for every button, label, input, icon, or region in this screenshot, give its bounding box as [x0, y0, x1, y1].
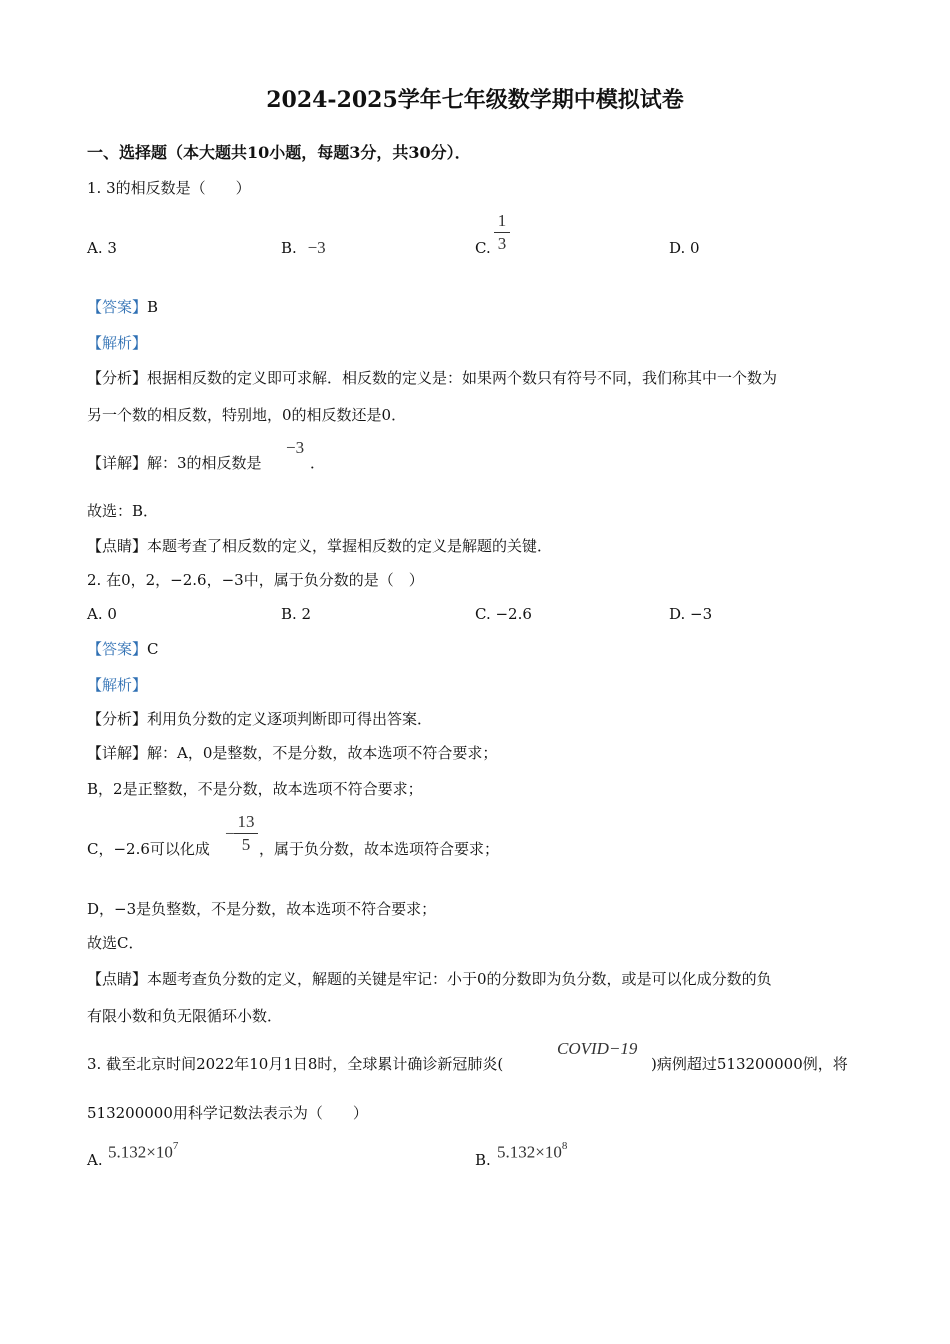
q3-stem-line2: 513200000用科学记数法表示为（ ） [87, 1104, 368, 1122]
q2-option-d: D. −3 [669, 605, 713, 623]
q1-detail-text: 解：3的相反数是 [147, 454, 262, 472]
q1-fenxi-tag: 【分析】 [87, 369, 148, 387]
q2-detail-c-minus: − [225, 824, 235, 843]
q2-detail-c-pre: C，−2.6可以化成 [87, 840, 210, 858]
q2-answer-value: C [147, 640, 159, 658]
q3-stem-post: )病例超过513200000例，将 [651, 1055, 848, 1073]
q2-analysis-tag: 【解析】 [87, 676, 148, 694]
q2-stem: 2. 在0，2，−2.6，−3中，属于负分数的是（ ） [87, 571, 424, 589]
q1-option-c-denominator: 3 [497, 234, 507, 253]
q2-detail-b: B，2是正整数，不是分数，故本选项不符合要求； [87, 780, 423, 798]
q1-fenxi-line1 [87, 368, 777, 388]
q1-fenxi-line2: 另一个数的相反数，特别地，0的相反数还是0． [87, 406, 407, 424]
q2-detail-c-post: ，属于负分数，故本选项符合要求； [259, 840, 500, 858]
q2-answer-tag: 【答案】 [87, 640, 148, 658]
q2-fenxi-tag: 【分析】 [87, 710, 148, 728]
q3-stem-pre: 3. 截至北京时间2022年10月1日8时，全球累计确诊新冠肺炎( [87, 1055, 504, 1073]
q2-detail-c-numerator: 13 [237, 812, 255, 831]
q1-detail-tag: 【详解】 [87, 454, 148, 472]
q1-stem: 1. 3的相反数是（ ） [87, 179, 251, 197]
q2-option-a: A. 0 [87, 605, 117, 623]
q2-comment-line2: 有限小数和负无限循环小数． [87, 1007, 283, 1025]
q1-comment-tag: 【点睛】 [87, 537, 148, 555]
q1-comment-text: 本题考查了相反数的定义，掌握相反数的定义是解题的关键． [147, 537, 553, 555]
q2-comment-tag: 【点睛】 [87, 970, 148, 988]
fraction-bar [234, 833, 258, 834]
q3-option-a-label: A. [87, 1151, 103, 1169]
q1-answer-tag: 【答案】 [87, 298, 148, 316]
q1-option-c-fraction [494, 212, 510, 253]
q1-comment [87, 536, 552, 556]
q2-option-c: C. −2.6 [475, 605, 532, 623]
q3-option-b-base: 5.132×10 [497, 1142, 562, 1162]
q2-comment-line1 [87, 969, 772, 989]
q1-option-d: D. 0 [669, 239, 700, 257]
q1-fenxi-text: 根据相反数的定义即可求解．相反数的定义是：如果两个数只有符号不同，我们称其中一个数为 [147, 369, 778, 387]
q2-fenxi-text: 利用负分数的定义逐项判断即可得出答案． [147, 710, 433, 728]
q1-answer [87, 297, 158, 317]
q1-detail [87, 453, 262, 473]
q1-detail-value: −3 [286, 438, 305, 457]
q3-option-a-expr [108, 1138, 178, 1163]
q2-detail-tag: 【详解】 [87, 744, 148, 762]
q2-detail-d: D，−3是负整数，不是分数，故本选项不符合要求； [87, 900, 437, 918]
q1-analysis-tag: 【解析】 [87, 334, 148, 352]
q3-option-b-label: B. [475, 1151, 491, 1169]
q2-detail-c-denominator: 5 [241, 835, 251, 854]
q2-comment-text: 本题考查负分数的定义，解题的关键是牢记：小于0的分数即为负分数，或是可以化成分数的负 [147, 970, 772, 988]
q1-option-a: A. 3 [87, 239, 117, 257]
q2-detail-c-fraction [234, 813, 258, 854]
q1-option-b-label: B. [281, 239, 297, 257]
q3-option-a-base: 5.132×10 [108, 1142, 173, 1162]
page-title: 2024-2025学年七年级数学期中模拟试卷 [266, 87, 684, 113]
q1-option-b [281, 238, 326, 258]
q1-answer-value: B [147, 298, 159, 316]
q3-option-b-expr [497, 1138, 567, 1163]
q1-option-c-numerator: 1 [497, 211, 507, 230]
q3-stem-math: COVID−19 [557, 1039, 638, 1058]
q2-detail-a-text: 解：A，0是整数，不是分数，故本选项不符合要求； [147, 744, 498, 762]
q3-option-b-exponent: 8 [561, 1140, 568, 1152]
q1-choose: 故选：B． [87, 502, 159, 520]
q2-fenxi [87, 709, 432, 729]
q2-answer [87, 639, 159, 659]
q1-option-b-value: −3 [307, 238, 326, 257]
q2-option-b: B. 2 [281, 605, 312, 623]
fraction-bar [494, 232, 510, 233]
section-heading: 一、选择题（本大题共10小题，每题3分，共30分）． [87, 143, 471, 162]
q1-detail-end: ． [310, 454, 326, 472]
q2-detail-a [87, 743, 497, 763]
q1-option-c-label: C. [475, 239, 491, 257]
q2-choose: 故选C． [87, 934, 144, 952]
q3-option-a-exponent: 7 [172, 1140, 179, 1152]
